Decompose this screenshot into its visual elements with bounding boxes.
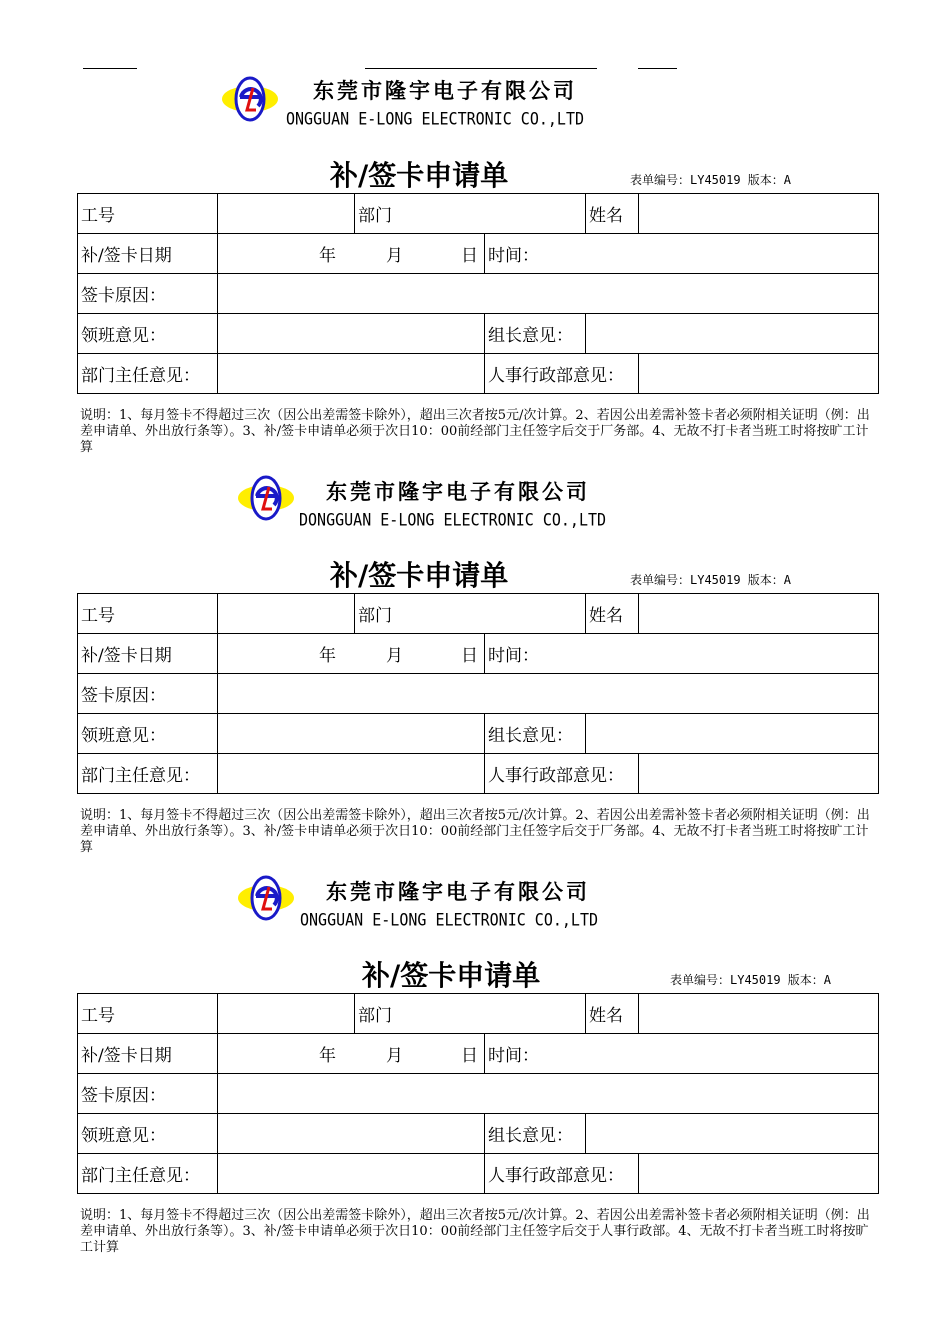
employee-id-field[interactable] (218, 194, 355, 234)
time-field[interactable] (485, 1034, 879, 1074)
form-code: 表单编号：LY45019 版本：A (670, 973, 832, 987)
time-field[interactable] (485, 634, 879, 674)
leader-opinion-label: 领班意见： (78, 1114, 218, 1154)
form-table (77, 593, 879, 794)
employee-id-label: 工号 (78, 594, 218, 634)
hr-opinion-field[interactable] (639, 754, 879, 794)
reason-label: 签卡原因： (78, 274, 218, 314)
employee-id-label: 工号 (78, 994, 218, 1034)
table-row (78, 754, 879, 794)
form-note: 说明：1、每月签卡不得超过三次（因公出差需签卡除外），超出三次者按5元/次计算。2、若因公出差需补签卡者必须附相关证明（例：出差申请单、外出放行条等）。3、补/签卡申请单必须于次日10：00前经部门主任签字后交于人事行政部。4、无故不打卡者当班工时将按旷工计算 (80, 1208, 870, 1255)
table-row (78, 1114, 879, 1154)
department-label: 部门 (355, 194, 586, 234)
company-name-cn: 东莞市隆宇电子有限公司 (326, 479, 590, 504)
hr-opinion-label: 人事行政部意见： (485, 1154, 639, 1194)
date-label: 补/签卡日期 (78, 634, 218, 674)
hr-opinion-field[interactable] (639, 354, 879, 394)
reason-field[interactable] (218, 674, 879, 714)
reason-label: 签卡原因： (78, 1074, 218, 1114)
date-label: 补/签卡日期 (78, 234, 218, 274)
form-table (77, 993, 879, 1194)
leader-opinion-field[interactable] (218, 1114, 485, 1154)
time-field[interactable] (485, 234, 879, 274)
month-label: 月 (386, 1046, 403, 1066)
attendance-form-3 (0, 800, 950, 1255)
leader-opinion-field[interactable] (218, 714, 485, 754)
date-field[interactable] (218, 234, 485, 274)
day-label: 日 (461, 646, 478, 666)
hr-opinion-field[interactable] (639, 1154, 879, 1194)
group-leader-opinion-field[interactable] (586, 714, 879, 754)
day-label: 日 (461, 246, 478, 266)
month-label: 月 (386, 246, 403, 266)
reason-label: 签卡原因： (78, 674, 218, 714)
form-title: 补/签卡申请单 (330, 159, 509, 192)
form-code: 表单编号：LY45019 版本：A (630, 573, 792, 587)
date-field[interactable] (218, 634, 485, 674)
table-row (78, 594, 879, 634)
table-row (78, 1074, 879, 1114)
day-label: 日 (461, 1046, 478, 1066)
group-leader-opinion-field[interactable] (586, 314, 879, 354)
company-name-en: ONGGUAN E-LONG ELECTRONIC CO.,LTD (286, 109, 585, 129)
table-row (78, 234, 879, 274)
department-label: 部门 (355, 594, 586, 634)
manager-opinion-field[interactable] (218, 1154, 485, 1194)
table-row (78, 634, 879, 674)
manager-opinion-field[interactable] (218, 754, 485, 794)
company-logo-icon (236, 875, 296, 921)
name-field[interactable] (639, 994, 879, 1034)
date-label: 补/签卡日期 (78, 1034, 218, 1074)
table-row (78, 994, 879, 1034)
form-title: 补/签卡申请单 (330, 559, 509, 592)
employee-id-field[interactable] (218, 594, 355, 634)
month-label: 月 (386, 646, 403, 666)
manager-opinion-label: 部门主任意见： (78, 754, 218, 794)
form-note: 说明：1、每月签卡不得超过三次（因公出差需签卡除外），超出三次者按5元/次计算。2、若因公出差需补签卡者必须附相关证明（例：出差申请单、外出放行条等）。3、补/签卡申请单必须于次日10：00前经部门主任签字后交于厂务部。4、无故不打卡者当班工时将按旷工计算 (80, 808, 870, 855)
leader-opinion-label: 领班意见： (78, 714, 218, 754)
form-table (77, 193, 879, 394)
employee-id-label: 工号 (78, 194, 218, 234)
company-logo-icon (236, 475, 296, 521)
name-field[interactable] (639, 594, 879, 634)
table-row (78, 194, 879, 234)
attendance-form-1 (0, 0, 950, 455)
form-title: 补/签卡申请单 (362, 959, 541, 992)
date-field[interactable] (218, 1034, 485, 1074)
leader-opinion-field[interactable] (218, 314, 485, 354)
hr-opinion-label: 人事行政部意见： (485, 354, 639, 394)
table-row (78, 314, 879, 354)
department-label: 部门 (355, 994, 586, 1034)
reason-field[interactable] (218, 1074, 879, 1114)
manager-opinion-label: 部门主任意见： (78, 1154, 218, 1194)
name-field[interactable] (639, 194, 879, 234)
year-label: 年 (319, 1046, 336, 1066)
hr-opinion-label: 人事行政部意见： (485, 754, 639, 794)
company-logo-icon (220, 76, 280, 122)
company-name-cn: 东莞市隆宇电子有限公司 (313, 78, 577, 103)
reason-field[interactable] (218, 274, 879, 314)
table-row (78, 274, 879, 314)
manager-opinion-label: 部门主任意见： (78, 354, 218, 394)
form-note: 说明：1、每月签卡不得超过三次（因公出差需签卡除外），超出三次者按5元/次计算。2、若因公出差需补签卡者必须附相关证明（例：出差申请单、外出放行条等）。3、补/签卡申请单必须于次日10：00前经部门主任签字后交于厂务部。4、无故不打卡者当班工时将按旷工计算 (80, 408, 870, 455)
table-row (78, 1154, 879, 1194)
company-name-cn: 东莞市隆宇电子有限公司 (326, 879, 590, 904)
attendance-form-2 (0, 400, 950, 855)
company-name-en: DONGGUAN E-LONG ELECTRONIC CO.,LTD (299, 510, 607, 530)
name-label: 姓名 (586, 994, 639, 1034)
year-label: 年 (319, 646, 336, 666)
form-code: 表单编号：LY45019 版本：A (630, 173, 792, 187)
group-leader-opinion-label: 组长意见： (485, 314, 586, 354)
time-label: 时间： (488, 646, 539, 666)
manager-opinion-field[interactable] (218, 354, 485, 394)
table-row (78, 674, 879, 714)
company-name-en: ONGGUAN E-LONG ELECTRONIC CO.,LTD (300, 910, 599, 930)
time-label: 时间： (488, 246, 539, 266)
group-leader-opinion-field[interactable] (586, 1114, 879, 1154)
leader-opinion-label: 领班意见： (78, 314, 218, 354)
group-leader-opinion-label: 组长意见： (485, 714, 586, 754)
table-row (78, 1034, 879, 1074)
year-label: 年 (319, 246, 336, 266)
time-label: 时间： (488, 1046, 539, 1066)
name-label: 姓名 (586, 194, 639, 234)
name-label: 姓名 (586, 594, 639, 634)
table-row (78, 354, 879, 394)
employee-id-field[interactable] (218, 994, 355, 1034)
table-row (78, 714, 879, 754)
group-leader-opinion-label: 组长意见： (485, 1114, 586, 1154)
